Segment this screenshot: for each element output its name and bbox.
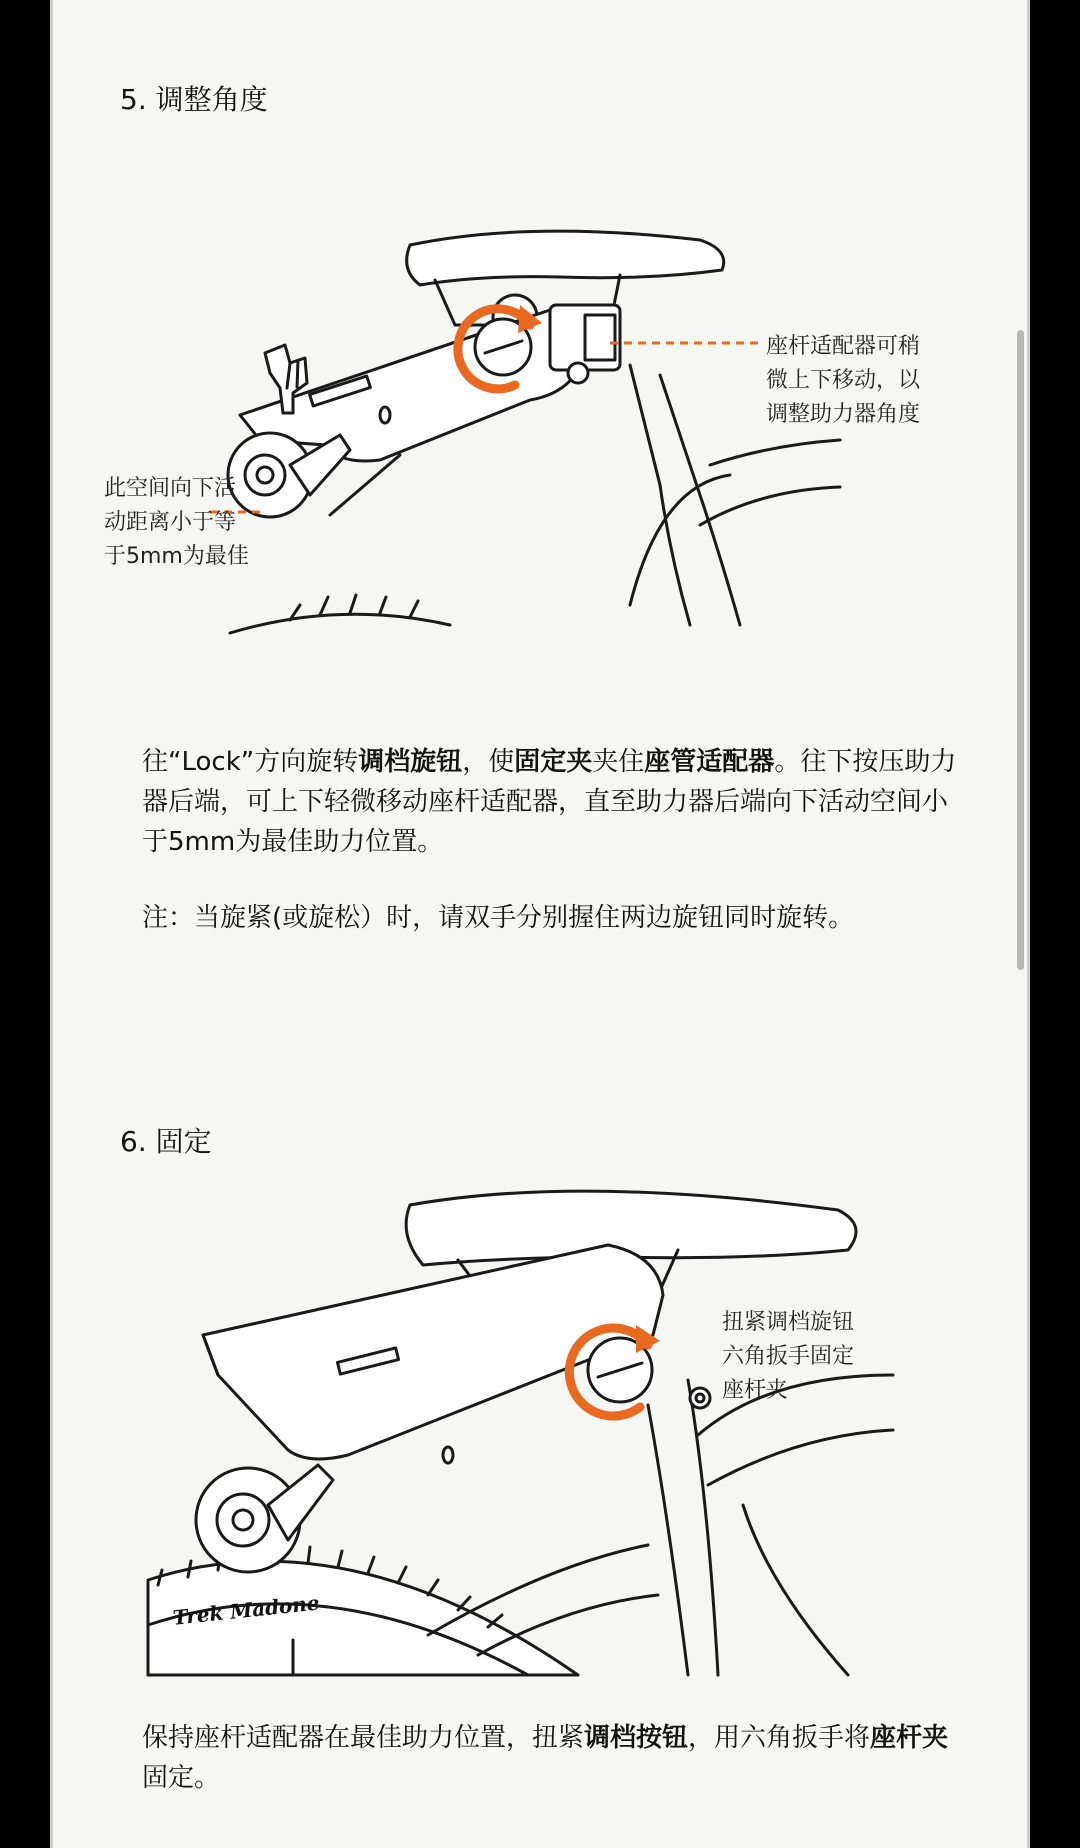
saddle [407, 231, 724, 285]
step5-callout-left [104, 472, 249, 574]
scrollbar[interactable] [1017, 330, 1024, 970]
callout-line: 于5mm为最佳 [104, 544, 249, 569]
step6-heading: 6. 固定 [120, 1125, 212, 1158]
step5-note: 注：当旋紧(或旋松）时，请双手分别握住两边旋钮同时旋转。 [142, 903, 855, 933]
term-adjust-button: 调档按钮 [584, 1723, 689, 1753]
callout-line: 动距离小于等 [104, 510, 237, 535]
callout-line: 扭紧调档旋钮 [722, 1310, 855, 1335]
step6-illustration [148, 1185, 908, 1675]
callout-line: 微上下移动，以 [766, 368, 921, 393]
hex-bolt [568, 363, 588, 383]
term-adjust-knob: 调档旋钮 [358, 747, 463, 777]
term-fixing-clip: 固定夹 [514, 747, 593, 777]
callout-line: 此空间向下活 [104, 476, 237, 501]
hex-bolt [690, 1388, 710, 1408]
callout-line: 调整助力器角度 [766, 402, 921, 427]
step5-heading: 5. 调整角度 [120, 83, 268, 116]
tire-brand-text: Trek Madone [171, 1590, 321, 1630]
rear-wheel-arc [230, 614, 450, 633]
seat-tube [648, 1405, 688, 1675]
screw-hole [380, 407, 390, 423]
term-seatpost-clamp: 座杆夹 [870, 1723, 949, 1753]
term-seat-tube-adapter: 座管适配器 [644, 747, 775, 777]
step5-callout-right [766, 330, 920, 432]
screw-hole [443, 1447, 453, 1463]
step6-callout-right [722, 1306, 854, 1408]
callout-line: 座杆夹 [722, 1378, 789, 1403]
callout-line: 座杆适配器可稍 [766, 334, 921, 359]
step5-paragraph: 往“Lock”方向旋转调档旋钮，使固定夹夹住座管适配器。往下按压助力器后端，可上下轻微移动座杆适配器，直至助力器后端向下活动空间小于5mm为最佳助力位置。 [142, 747, 957, 857]
step6-paragraph: 保持座杆适配器在最佳助力位置，扭紧调档按钮，用六角扳手将座杆夹固定。 [142, 1723, 949, 1793]
callout-line: 六角扳手固定 [722, 1344, 855, 1369]
top-tube [710, 440, 840, 465]
seat-tube [630, 365, 690, 625]
